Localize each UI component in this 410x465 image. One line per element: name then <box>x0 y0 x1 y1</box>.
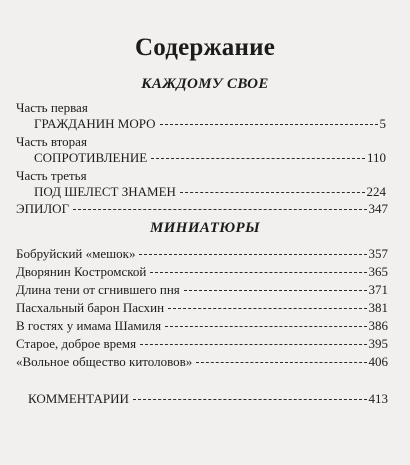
toc-entry-title: КОММЕНТАРИИ <box>28 391 129 406</box>
toc-entry-title: «Вольное общество китоловов» <box>16 354 193 369</box>
part-label-1: Часть первая <box>16 100 88 115</box>
part-label-2: Часть вторая <box>16 134 87 149</box>
toc-entry-page: 5 <box>379 116 386 131</box>
section-heading-miniatyury: МИНИАТЮРЫ <box>149 220 261 236</box>
toc-entry-miniature-5 <box>16 318 388 334</box>
toc-entry-miniature-1 <box>16 246 388 262</box>
toc-entry-title: СОПРОТИВЛЕНИЕ <box>34 150 148 165</box>
toc-entry-page: 371 <box>368 282 388 297</box>
toc-entry-title: ГРАЖДАНИН МОРО <box>34 116 156 131</box>
toc-entry-miniature-7 <box>16 354 388 370</box>
toc-entry-title: ПОД ШЕЛЕСТ ЗНАМЕН <box>34 184 176 199</box>
dot-leader <box>133 399 367 400</box>
page-title: Содержание <box>134 34 275 61</box>
toc-entry-page: 395 <box>368 336 388 351</box>
toc-entry-title: Дворянин Костромской <box>16 264 147 279</box>
toc-entry-page: 347 <box>368 201 388 216</box>
toc-entry-miniature-4 <box>16 300 388 316</box>
toc-entry-part-2 <box>34 150 386 166</box>
toc-entry-title: В гостях у имама Шамиля <box>16 318 162 333</box>
dot-leader <box>160 124 378 125</box>
toc-entry-page: 406 <box>368 354 388 369</box>
toc-entry-page: 381 <box>368 300 388 315</box>
toc-entry-miniature-2 <box>16 264 388 280</box>
dot-leader <box>140 344 366 345</box>
dot-leader <box>151 158 365 159</box>
toc-entry-title: Старое, доброе время <box>16 336 137 351</box>
dot-leader <box>139 254 366 255</box>
toc-entry-miniature-6 <box>16 336 388 352</box>
toc-entry-miniature-3 <box>16 282 388 298</box>
section-heading-kazhdomu-svoe: КАЖДОМУ СВОЕ <box>141 76 269 92</box>
dot-leader <box>150 272 366 273</box>
dot-leader <box>165 326 366 327</box>
toc-entry-page: 413 <box>368 391 388 406</box>
part-label-3: Часть третья <box>16 168 87 183</box>
toc-entry-page: 110 <box>366 150 386 165</box>
toc-entry-epilogue <box>16 201 388 217</box>
toc-entry-page: 365 <box>368 264 388 279</box>
toc-entry-title: Длина тени от сгнившего пня <box>16 282 180 297</box>
toc-entry-page: 357 <box>368 246 388 261</box>
toc-entry-part-1 <box>34 116 386 132</box>
toc-entry-part-3 <box>34 184 386 200</box>
toc-entry-page: 224 <box>366 184 386 199</box>
dot-leader <box>180 192 365 193</box>
dot-leader <box>184 290 367 291</box>
dot-leader <box>73 209 366 210</box>
dot-leader <box>168 308 366 309</box>
toc-entry-page: 386 <box>368 318 388 333</box>
toc-entry-comments <box>28 391 388 407</box>
toc-entry-title: Пасхальный барон Пасхин <box>16 300 165 315</box>
toc-entry-title: Бобруйский «мешок» <box>16 246 136 261</box>
dot-leader <box>196 362 366 363</box>
toc-entry-title: ЭПИЛОГ <box>16 201 70 216</box>
